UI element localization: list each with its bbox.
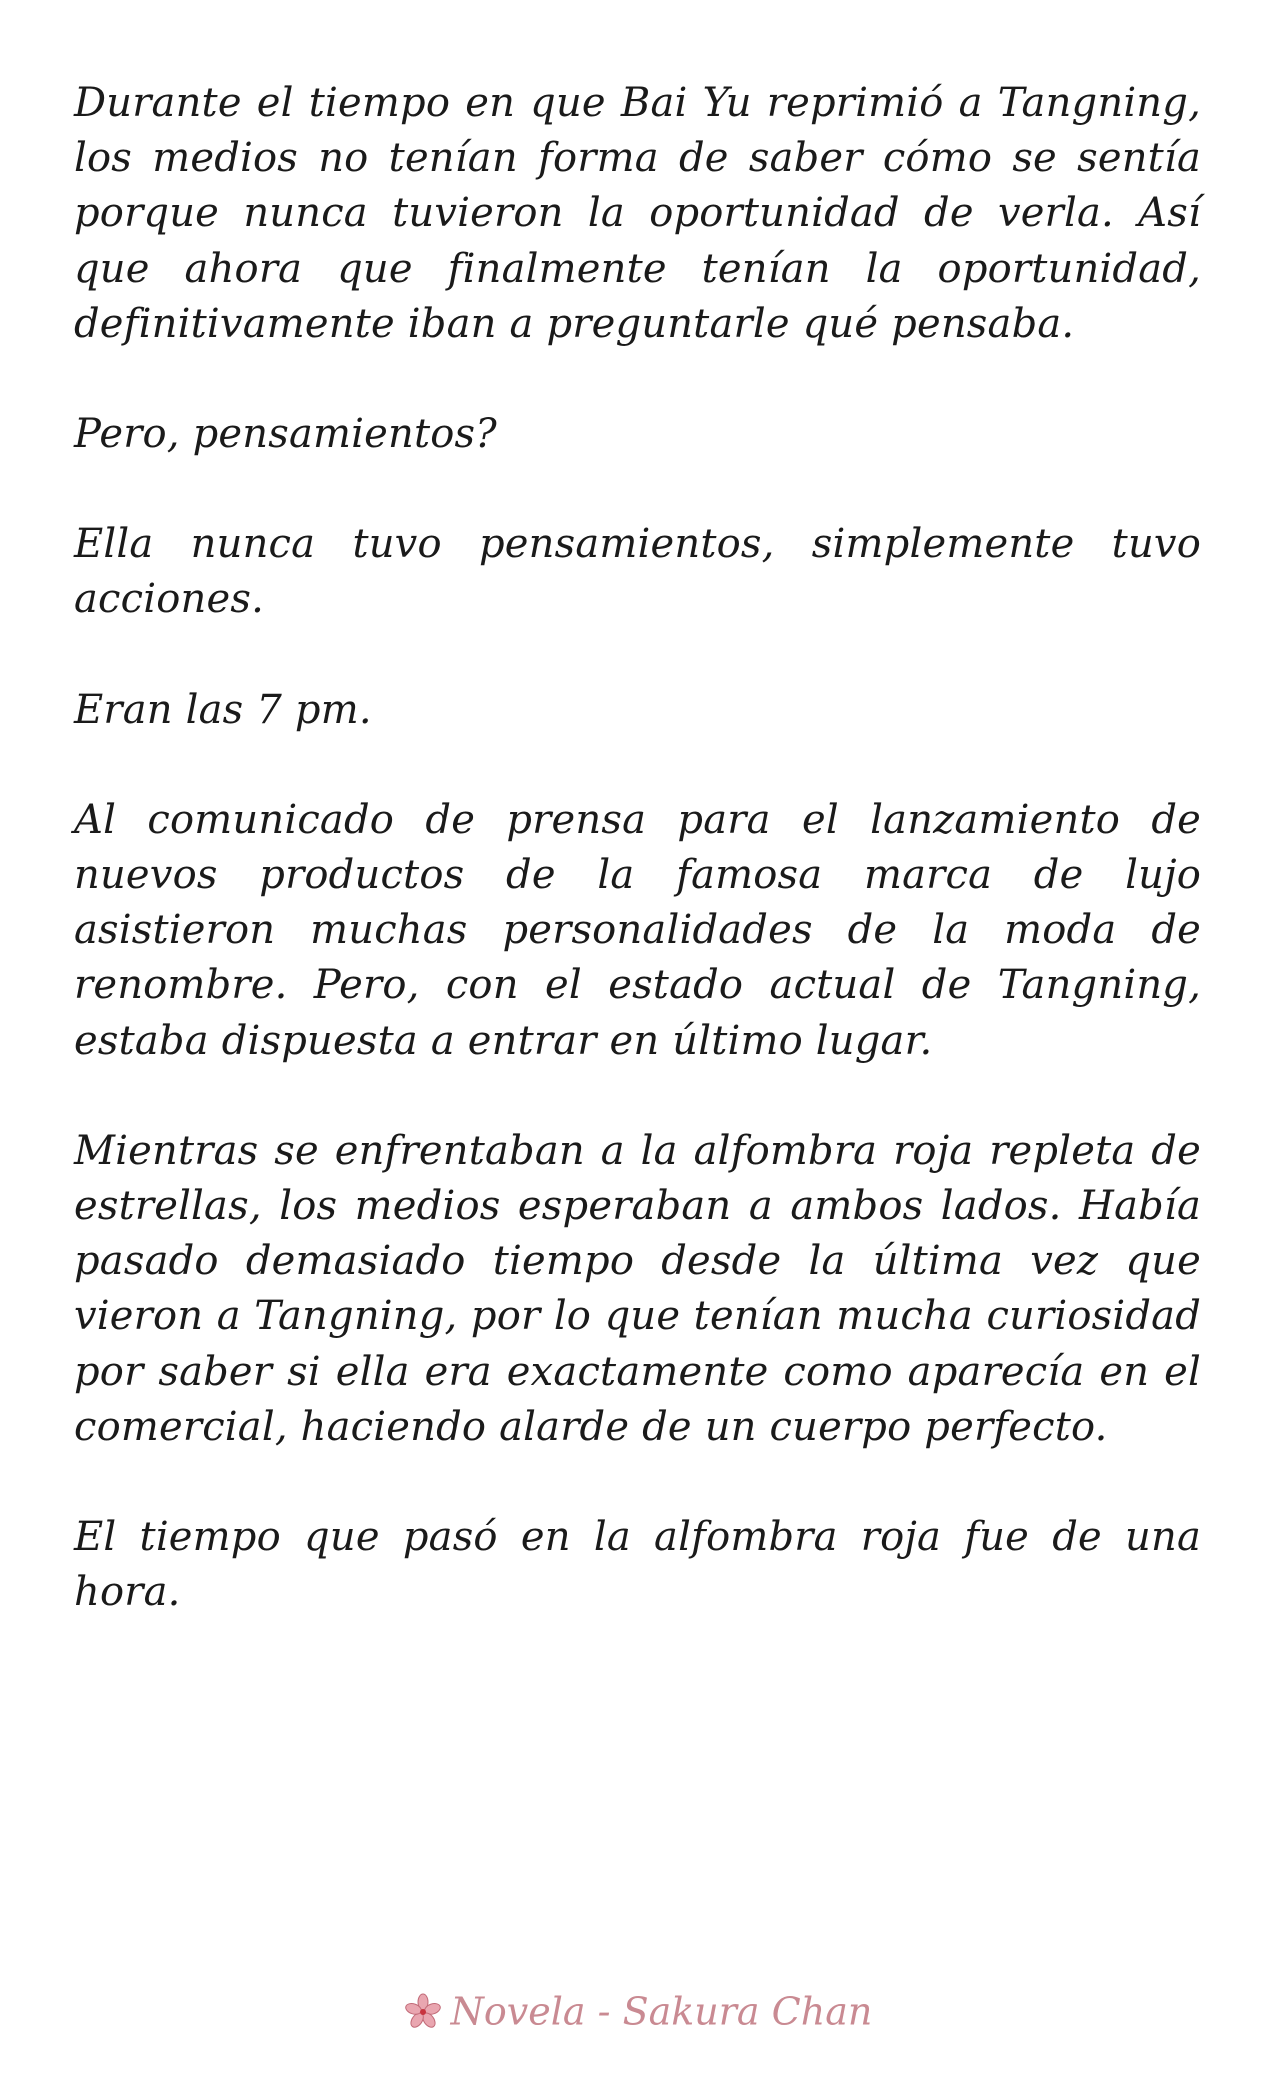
- paragraph-2: Pero, pensamientos?: [74, 411, 497, 458]
- chapter-text: [74, 76, 1201, 1675]
- watermark-label: Novela - Sakura Chan: [450, 1989, 873, 2034]
- paragraph-1: Durante el tiempo en que Bai Yu reprimió a Tangning, los medios no tenían forma de saber cómo se sentía porque nunca tuvieron la oportunidad de verla. Así que ahora que finalmente tenían la oportunidad, definitivamente iban a preguntarle qué pensaba.: [74, 80, 1201, 347]
- paragraph-3: Ella nunca tuvo pensamientos, simplemente tuvo acciones.: [74, 521, 1201, 623]
- watermark-footer: [0, 1986, 1275, 2034]
- paragraph-5: Al comunicado de prensa para el lanzamiento de nuevos productos de la famosa marca de lujo asistieron muchas personalidades de la moda de renombre. Pero, con el estado actual de Tangning, estaba dispuesta a entrar en último lugar.: [74, 796, 1201, 1064]
- paragraph-6: Mientras se enfrentaban a la alfombra roja repleta de estrellas, los medios esperaban a ambos lados. Había pasado demasiado tiempo desde la última vez que vieron a Tangning, por lo que tenían mucha curiosidad por saber si ella era exactamente como aparecía en el comercial, haciendo alarde de un cuerpo perfecto.: [74, 1127, 1201, 1450]
- paragraph-4: Eran las 7 pm.: [74, 686, 372, 733]
- paragraph-7: El tiempo que pasó en la alfombra roja fue de una hora.: [74, 1514, 1201, 1616]
- sakura-flower-icon: [403, 1992, 443, 2032]
